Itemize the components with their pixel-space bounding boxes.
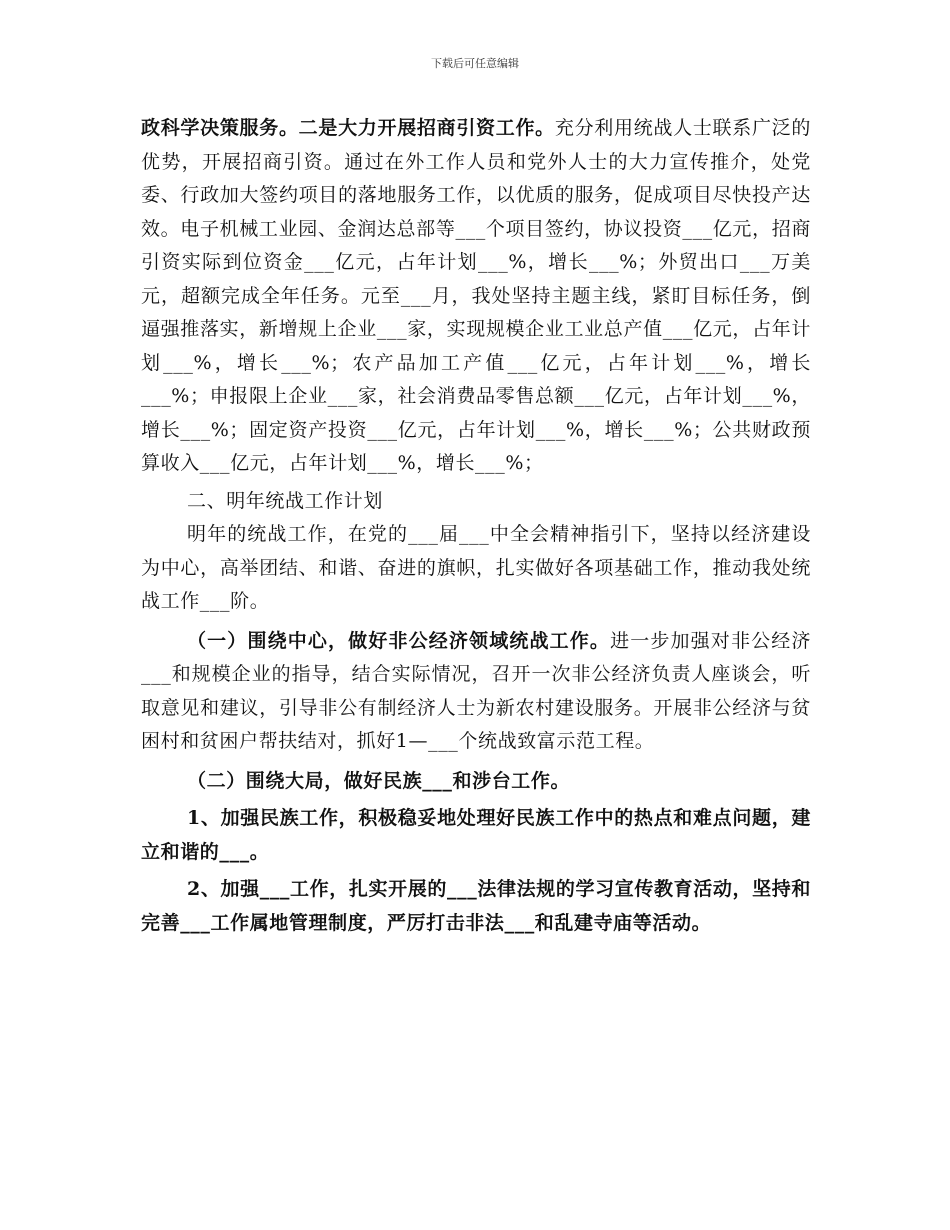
paragraph-5-bold: 1、加强民族工作，积极稳妥地处理好民族工作中的热点和难点问题，建立和谐的___。 xyxy=(141,807,811,863)
paragraph-5 xyxy=(141,802,811,869)
paragraph-2: 明年的统战工作，在党的___届___中全会精神指引下，坚持以经济建设为中心，高举团结、和谐、奋进的旗帜，扎实做好各项基础工作，推动我处统战工作___阶。 xyxy=(141,523,811,612)
paragraph-3 xyxy=(141,625,811,759)
paragraph-6 xyxy=(141,873,811,940)
paragraph-4 xyxy=(141,765,811,799)
paragraph-4-bold: （二）围绕大局，做好民族___和涉台工作。 xyxy=(187,769,571,792)
paragraph-3-bold: （一）围绕中心，做好非公经济领域统战工作。 xyxy=(187,629,611,652)
section-heading: 二、明年统战工作计划 xyxy=(187,489,384,512)
paragraph-1-text: 充分利用统战人士联系广泛的优势，开展招商引资。通过在外工作人员和党外人士的大力宣传推介，处党委、行政加大签约项目的落地服务工作，以优质的服务，促成项目尽快投产达效。电子机械工业园、金润达总部等___个项目签约，协议投资___亿元，招商引资实际到位资金___亿元，占年计划___%，增长___%；外贸出口___万美元，超额完成全年任务。元至___月，我处坚持主题主线，紧盯目标任务，倒逼强推落实，新增规上企业___家，实现规模企业工业总产值___亿元，占年计划___%，增长___%；农产品加工产值___亿元，占年计划___%，增长___%；申报限上企业___家，社会消费品零售总额___亿元，占年计划___%，增长___%；固定资产投资___亿元，占年计划___%，增长___%；公共财政预算收入___亿元，占年计划___%，增长___%； xyxy=(141,117,811,474)
paragraph-1-bold: 政科学决策服务。二是大力开展招商引资工作。 xyxy=(141,117,555,139)
document-body xyxy=(141,112,811,940)
paragraph-1 xyxy=(141,112,811,481)
paragraph-3-text: 进一步加强对非公经济___和规模企业的指导，结合实际情况，召开一次非公经济负责人座谈会，听取意见和建议，引导非公有制经济人士为新农村建设服务。开展非公经济与贫困村和贫困户帮扶结对，抓好1—___个统战致富示范工程。 xyxy=(141,629,811,752)
paragraph-6-bold: 2、加强___工作，扎实开展的___法律法规的学习宣传教育活动，坚持和完善___工作属地管理制度，严厉打击非法___和乱建寺庙等活动。 xyxy=(141,878,811,934)
page-header: 下载后可任意编辑 xyxy=(431,57,519,70)
